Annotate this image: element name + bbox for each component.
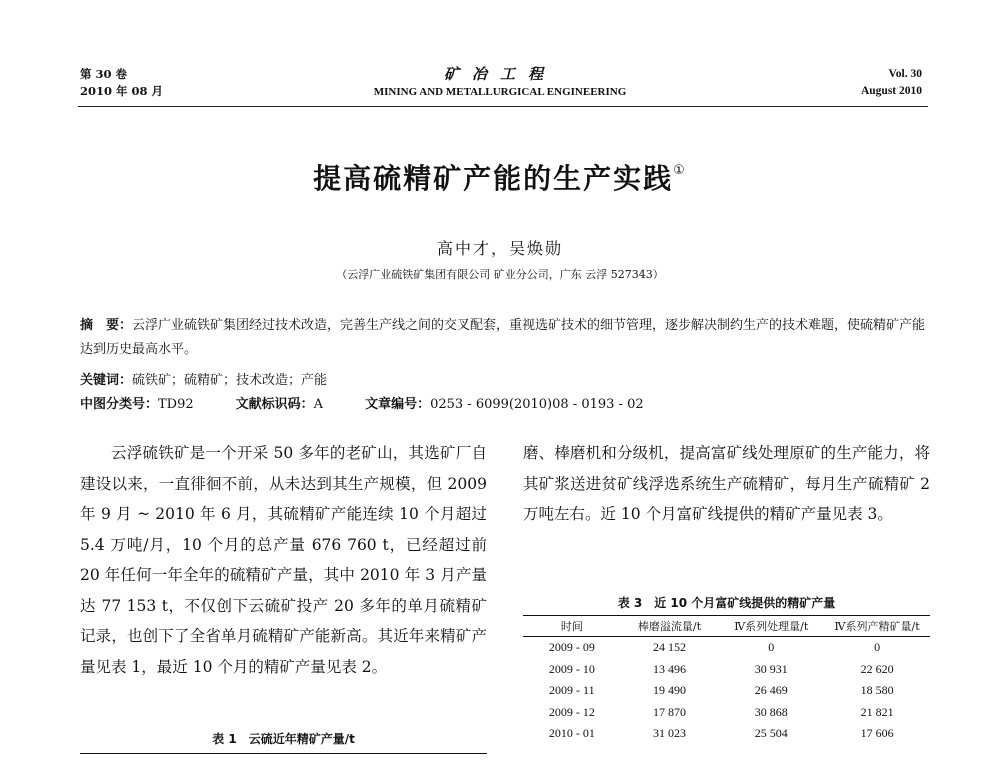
table3-caption: 表 3 近 10 个月富矿线提供的精矿产量 bbox=[617, 596, 836, 610]
table-cell: 2009 - 12 bbox=[548, 704, 595, 719]
date-en: August 2010 bbox=[860, 85, 922, 97]
table-cell: 18 580 bbox=[860, 683, 894, 698]
body-column-right bbox=[523, 438, 930, 530]
table3-col-time: 时间 bbox=[523, 616, 621, 637]
table3-col-series4-concentrate: Ⅳ系列产精矿量/t bbox=[824, 616, 930, 637]
table-cell: 0 bbox=[768, 640, 775, 655]
journal-name-en: MINING AND METALLURGICAL ENGINEERING bbox=[373, 86, 627, 98]
clc-label: 中图分类号： bbox=[80, 397, 159, 412]
title-footnote-mark: ① bbox=[673, 163, 687, 178]
table-cell: 24 152 bbox=[653, 640, 686, 655]
table-cell: 30 931 bbox=[754, 661, 788, 676]
body-paragraph-right: 磨、棒磨机和分级机，提高富矿线处理原矿的生产能力，将其矿浆送进贫矿线浮选系统生产硫精矿，每月生产硫精矿 2 万吨左右。近 10 个月富矿线提供的精矿产量见表 3。 bbox=[523, 444, 930, 523]
table-cell: 13 496 bbox=[653, 661, 686, 676]
table-cell: 0 bbox=[874, 640, 881, 655]
table-cell: 31 023 bbox=[653, 726, 686, 741]
abstract-text: 云浮广业硫铁矿集团经过技术改造，完善生产线之间的交叉配套，重视选矿技术的细节管理，逐步解决制约生产的技术难题，使硫精矿产能达到历史最高水平。 bbox=[80, 318, 926, 357]
keywords-label: 关键词： bbox=[80, 373, 133, 388]
keywords-text: 硫铁矿；硫精矿；技术改造；产能 bbox=[132, 373, 328, 388]
running-header-center bbox=[300, 64, 700, 100]
table-cell: 2009 - 09 bbox=[548, 640, 595, 655]
article-title bbox=[0, 157, 1000, 197]
doc-code-label: 文献标识码： bbox=[235, 397, 314, 412]
doc-code-value: A bbox=[313, 397, 324, 412]
affiliation: （云浮广业硫铁矿集团有限公司 矿业分公司，广东 云浮 527343） bbox=[336, 268, 664, 281]
authors: 高中才，吴焕勋 bbox=[436, 239, 563, 258]
table-cell: 19 490 bbox=[653, 683, 686, 698]
table1-caption: 表 1 云硫近年精矿产量/t bbox=[212, 732, 355, 746]
table-cell: 26 469 bbox=[754, 683, 788, 698]
abstract-label: 摘 要： bbox=[80, 318, 133, 333]
classification-line bbox=[80, 393, 644, 412]
body-column-left bbox=[80, 438, 487, 682]
article-no-label: 文章编号： bbox=[365, 397, 431, 412]
table-cell: 30 868 bbox=[754, 704, 788, 719]
table-cell: 21 821 bbox=[860, 704, 894, 719]
running-header-right bbox=[861, 66, 922, 100]
table-cell: 22 620 bbox=[860, 661, 894, 676]
clc-value: TD92 bbox=[158, 397, 194, 412]
table-cell: 2010 - 01 bbox=[548, 726, 595, 741]
volume-en: Vol. 30 bbox=[888, 68, 922, 80]
table-cell: 17 606 bbox=[860, 726, 894, 741]
table3 bbox=[523, 615, 930, 745]
table-cell: 25 504 bbox=[754, 726, 788, 741]
table-cell: 2009 - 10 bbox=[548, 661, 595, 676]
table-cell: 17 870 bbox=[653, 704, 686, 719]
table-cell: 2009 - 11 bbox=[549, 683, 595, 698]
keywords bbox=[80, 369, 327, 388]
title-text: 提高硫精矿产能的生产实践 bbox=[313, 162, 674, 195]
header-rule bbox=[78, 106, 928, 107]
table3-grid bbox=[523, 615, 930, 745]
table3-header-row bbox=[523, 616, 930, 637]
table-row bbox=[523, 723, 930, 745]
table1-top-rule bbox=[80, 753, 487, 754]
table3-col-rod-mill-overflow: 棒磨溢流量/t bbox=[621, 616, 719, 637]
journal-name-cn: 矿冶工程 bbox=[443, 65, 556, 83]
table-row bbox=[523, 680, 930, 702]
running-header-left bbox=[80, 66, 163, 100]
body-paragraph-left: 云浮硫铁矿是一个开采 50 多年的老矿山，其选矿厂自建设以来，一直徘徊不前，从未达到其生产规模，但 2009 年 9 月 ~ 2010 年 6 月，其硫精矿产能连续 10 个月超过 5.4 万吨/月，10 个月的总产量 676 760 t，已经超过前 20 年任何一年全年的硫精矿产量，其中 2010 年 3 月产量达 77 153 t，不仅创下云硫矿投产 20 多年的单月硫精矿记录，也创下了全省单月硫精矿产能新高。其近年来精矿产量见表 1，最近 10 个月的精矿产量见表 2。 bbox=[80, 444, 487, 676]
abstract bbox=[80, 314, 930, 362]
volume-cn: 第 30 卷 bbox=[80, 67, 128, 81]
table3-col-series4-throughput: Ⅳ系列处理量/t bbox=[718, 616, 824, 637]
table-row bbox=[523, 702, 930, 724]
date-cn: 2010 年 08 月 bbox=[80, 84, 164, 98]
table-row bbox=[523, 637, 930, 659]
table-row bbox=[523, 659, 930, 681]
article-no-value: 0253 - 6099(2010)08 - 0193 - 02 bbox=[430, 397, 644, 412]
